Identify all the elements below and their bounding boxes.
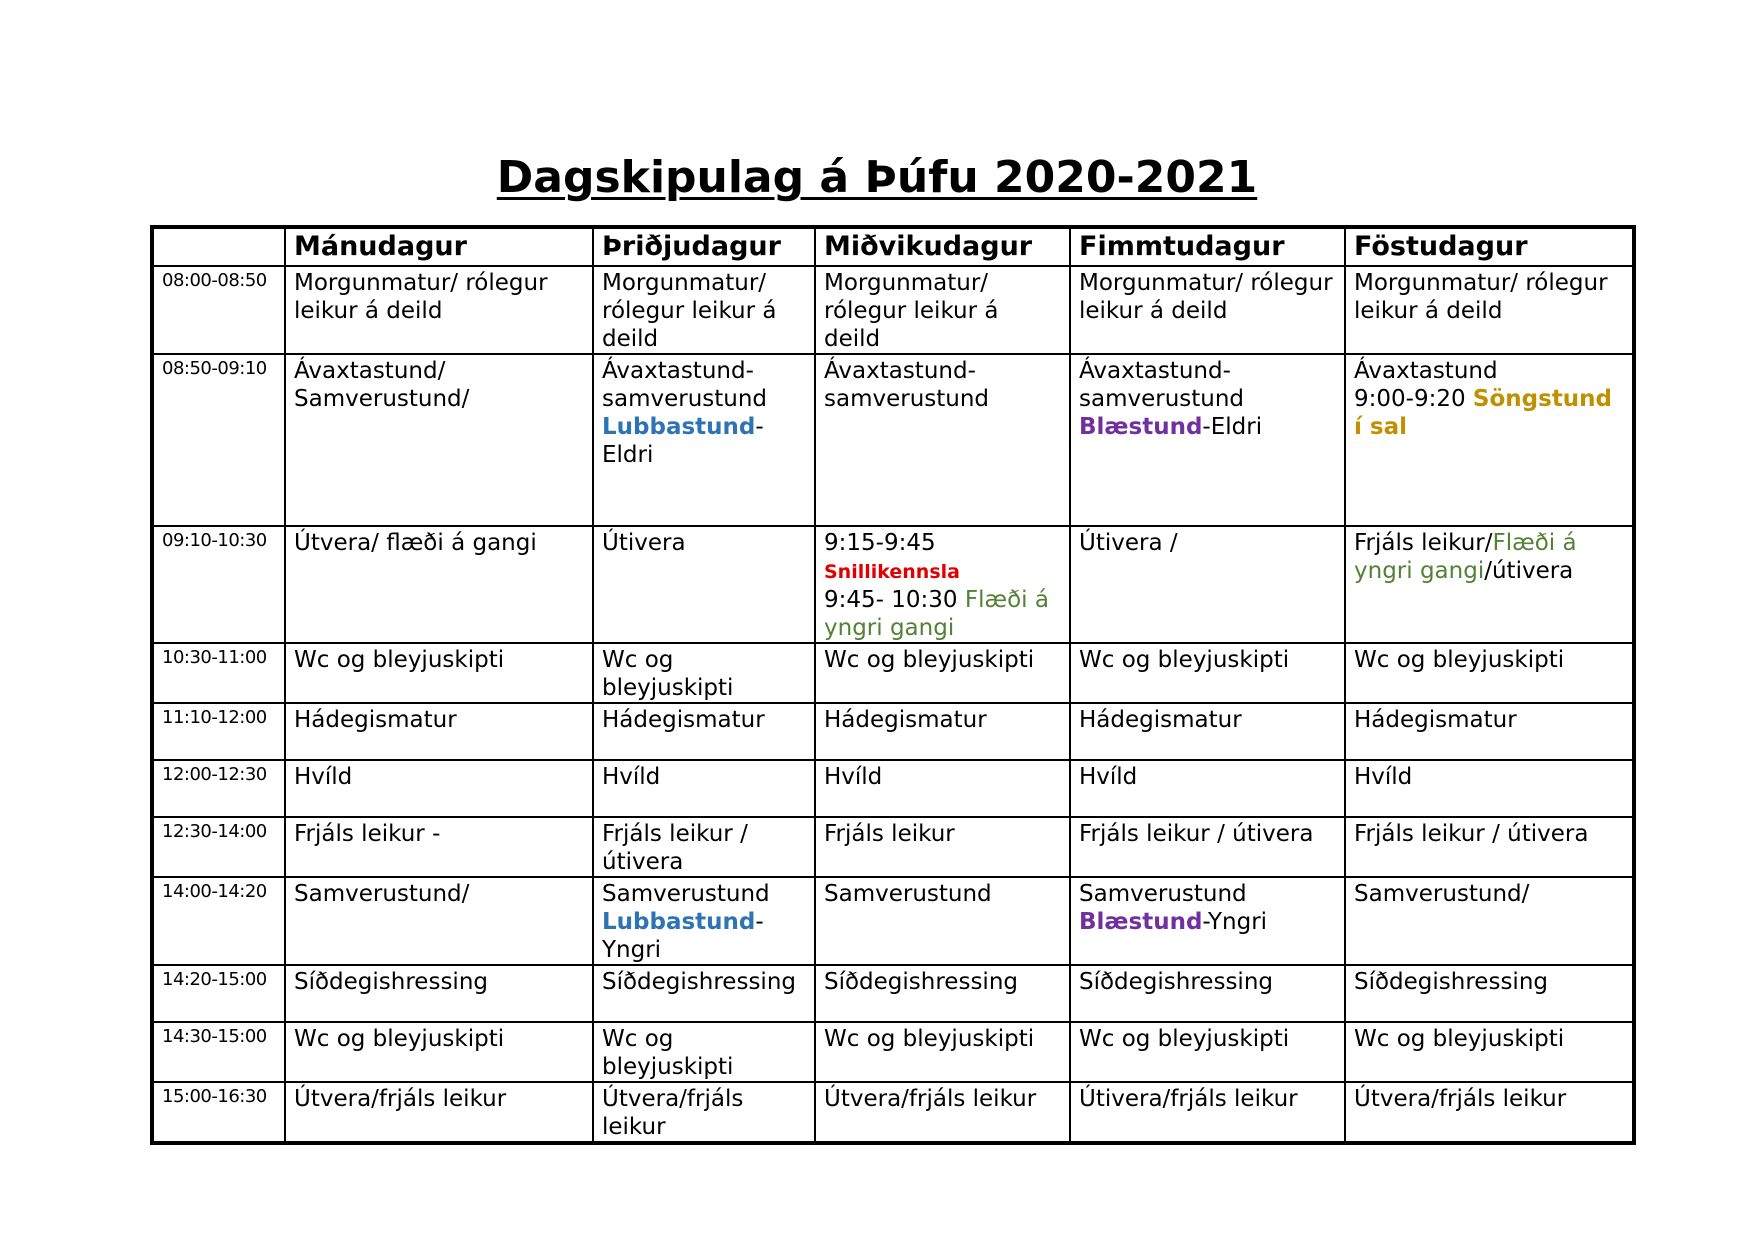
activity-text: Hádegismatur <box>1354 707 1517 733</box>
activity-text: Hádegismatur <box>294 707 457 733</box>
activity-text: /útivera <box>1484 558 1574 584</box>
activity-cell-tuesday <box>593 760 815 817</box>
activity-text: Samverustund <box>824 881 992 907</box>
activity-text: Wc og bleyjuskipti <box>602 647 734 701</box>
activity-cell-thursday <box>1070 643 1345 703</box>
activity-text: Wc og bleyjuskipti <box>1354 647 1565 673</box>
time-header <box>152 227 285 266</box>
schedule-row <box>152 526 1634 643</box>
activity-cell-wednesday <box>815 643 1070 703</box>
activity-text: Síðdegishressing <box>1079 969 1273 995</box>
activity-cell-friday <box>1345 354 1634 526</box>
activity-text: Útvera/frjáls leikur <box>1354 1086 1567 1112</box>
activity-text: Morgunmatur/ rólegur leikur á deild <box>602 270 777 352</box>
activity-text: Frjáls leikur <box>824 821 955 847</box>
activity-text: Wc og bleyjuskipti <box>294 647 505 673</box>
activity-cell-thursday <box>1070 354 1345 526</box>
day-header-tuesday: Þriðjudagur <box>593 227 815 266</box>
activity-text: Útivera <box>602 530 686 556</box>
activity-cell-thursday <box>1070 1082 1345 1143</box>
activity-text: Samverustund <box>602 881 770 907</box>
activity-text: Hvíld <box>1079 764 1138 790</box>
activity-cell-friday <box>1345 877 1634 965</box>
activity-cell-wednesday <box>815 965 1070 1022</box>
activity-text: Hvíld <box>824 764 883 790</box>
time-slot: 08:00-08:50 <box>152 266 285 354</box>
activity-text: Morgunmatur/ rólegur leikur á deild <box>824 270 999 352</box>
activity-text: -Yngri <box>602 909 764 963</box>
activity-text: Wc og bleyjuskipti <box>1354 1026 1565 1052</box>
activity-text: Morgunmatur/ rólegur leikur á deild <box>1079 270 1333 324</box>
page-title <box>0 150 1754 206</box>
activity-cell-tuesday <box>593 1022 815 1082</box>
activity-cell-friday <box>1345 1082 1634 1143</box>
time-slot: 14:00-14:20 <box>152 877 285 965</box>
activity-cell-monday <box>285 1022 593 1082</box>
activity-cell-tuesday <box>593 266 815 354</box>
activity-cell-monday <box>285 266 593 354</box>
activity-highlight: Lubbastund <box>602 909 756 935</box>
activity-highlight: Flæði á yngri gangi <box>1354 530 1577 584</box>
activity-cell-monday <box>285 1082 593 1143</box>
activity-cell-wednesday <box>815 1022 1070 1082</box>
title-text: Dagskipulag á Þúfu 2020-2021 <box>496 152 1258 203</box>
activity-text: Wc og bleyjuskipti <box>1079 1026 1290 1052</box>
time-slot: 12:30-14:00 <box>152 817 285 877</box>
activity-cell-friday <box>1345 266 1634 354</box>
activity-text: Wc og bleyjuskipti <box>1079 647 1290 673</box>
activity-text: -Eldri <box>1202 414 1263 440</box>
activity-cell-tuesday <box>593 354 815 526</box>
activity-cell-wednesday <box>815 1082 1070 1143</box>
schedule-body <box>152 266 1634 1143</box>
activity-text: Hvíld <box>1354 764 1413 790</box>
activity-cell-monday <box>285 354 593 526</box>
activity-text: Frjáls leikur - <box>294 821 441 847</box>
activity-highlight: Blæstund <box>1079 414 1203 440</box>
activity-text: Morgunmatur/ rólegur leikur á deild <box>1354 270 1608 324</box>
activity-cell-wednesday <box>815 817 1070 877</box>
activity-cell-tuesday <box>593 703 815 760</box>
schedule-row <box>152 703 1634 760</box>
schedule-row <box>152 1082 1634 1143</box>
activity-cell-thursday <box>1070 266 1345 354</box>
activity-text: Wc og bleyjuskipti <box>294 1026 505 1052</box>
activity-text: 9:00-9:20 <box>1354 386 1473 412</box>
activity-cell-friday <box>1345 703 1634 760</box>
time-slot: 09:10-10:30 <box>152 526 285 643</box>
time-slot: 12:00-12:30 <box>152 760 285 817</box>
activity-text: Síðdegishressing <box>294 969 488 995</box>
activity-cell-tuesday <box>593 877 815 965</box>
activity-cell-thursday <box>1070 817 1345 877</box>
activity-cell-monday <box>285 760 593 817</box>
activity-text: Frjáls leikur / útivera <box>602 821 748 875</box>
activity-cell-monday <box>285 965 593 1022</box>
schedule-row <box>152 760 1634 817</box>
time-slot: 14:20-15:00 <box>152 965 285 1022</box>
activity-text: Útvera/frjáls leikur <box>294 1086 507 1112</box>
activity-text: Síðdegishressing <box>1354 969 1548 995</box>
activity-highlight: Snillikennsla <box>824 561 960 583</box>
activity-cell-friday <box>1345 526 1634 643</box>
activity-cell-wednesday <box>815 266 1070 354</box>
activity-text: 9:15-9:45 <box>824 530 936 556</box>
activity-text: Hvíld <box>294 764 353 790</box>
activity-text: -Yngri <box>1202 909 1268 935</box>
activity-text: Frjáls leikur / útivera <box>1354 821 1589 847</box>
activity-text: Frjáls leikur / útivera <box>1079 821 1314 847</box>
activity-text: Frjáls leikur/ <box>1354 530 1493 556</box>
activity-text: -Eldri <box>602 414 764 468</box>
day-header-monday: Mánudagur <box>285 227 593 266</box>
activity-text: Ávaxtastund-samverustund <box>1079 358 1245 412</box>
activity-cell-tuesday <box>593 526 815 643</box>
activity-text: Ávaxtastund <box>1354 358 1498 384</box>
activity-text: Hádegismatur <box>602 707 765 733</box>
day-header-thursday: Fimmtudagur <box>1070 227 1345 266</box>
activity-cell-wednesday <box>815 877 1070 965</box>
time-slot: 15:00-16:30 <box>152 1082 285 1143</box>
activity-cell-thursday <box>1070 877 1345 965</box>
activity-text: Samverustund/ <box>1354 881 1530 907</box>
activity-cell-wednesday <box>815 760 1070 817</box>
activity-cell-tuesday <box>593 965 815 1022</box>
schedule-row <box>152 877 1634 965</box>
activity-text: Ávaxtastund/ Samverustund/ <box>294 358 470 412</box>
activity-cell-friday <box>1345 643 1634 703</box>
activity-highlight: Flæði á yngri gangi <box>824 587 1049 641</box>
schedule-row <box>152 965 1634 1022</box>
activity-text: Wc og bleyjuskipti <box>602 1026 734 1080</box>
activity-cell-wednesday <box>815 703 1070 760</box>
activity-text: Útivera/frjáls leikur <box>1079 1086 1298 1112</box>
activity-text: Wc og bleyjuskipti <box>824 647 1035 673</box>
day-header-friday: Föstudagur <box>1345 227 1634 266</box>
schedule-row <box>152 354 1634 526</box>
activity-cell-monday <box>285 817 593 877</box>
activity-cell-tuesday <box>593 1082 815 1143</box>
schedule-row <box>152 266 1634 354</box>
activity-highlight: Lubbastund <box>602 414 756 440</box>
schedule-table <box>150 225 1636 1145</box>
activity-text: Samverustund <box>1079 881 1247 907</box>
activity-cell-thursday <box>1070 1022 1345 1082</box>
time-slot: 08:50-09:10 <box>152 354 285 526</box>
activity-text: Samverustund/ <box>294 881 470 907</box>
activity-cell-friday <box>1345 965 1634 1022</box>
activity-text: Útivera / <box>1079 530 1178 556</box>
activity-cell-thursday <box>1070 760 1345 817</box>
activity-text: Síðdegishressing <box>602 969 796 995</box>
activity-cell-monday <box>285 526 593 643</box>
activity-highlight: Söngstund í sal <box>1354 386 1613 440</box>
time-slot: 14:30-15:00 <box>152 1022 285 1082</box>
activity-text: Hádegismatur <box>824 707 987 733</box>
activity-cell-tuesday <box>593 643 815 703</box>
activity-text: Útvera/frjáls leikur <box>602 1086 744 1140</box>
activity-cell-wednesday <box>815 354 1070 526</box>
activity-text: Ávaxtastund-samverustund <box>824 358 990 412</box>
activity-cell-tuesday <box>593 817 815 877</box>
activity-text: Ávaxtastund-samverustund <box>602 358 768 412</box>
activity-text: Morgunmatur/ rólegur leikur á deild <box>294 270 548 324</box>
activity-text: Hvíld <box>602 764 661 790</box>
activity-cell-monday <box>285 703 593 760</box>
activity-text: Útvera/frjáls leikur <box>824 1086 1037 1112</box>
activity-text: Útvera/ flæði á gangi <box>294 530 537 556</box>
activity-text: Hádegismatur <box>1079 707 1242 733</box>
activity-cell-thursday <box>1070 965 1345 1022</box>
activity-cell-friday <box>1345 760 1634 817</box>
activity-highlight: Blæstund <box>1079 909 1203 935</box>
day-header-wednesday: Miðvikudagur <box>815 227 1070 266</box>
activity-cell-thursday <box>1070 526 1345 643</box>
activity-cell-friday <box>1345 817 1634 877</box>
activity-text: Síðdegishressing <box>824 969 1018 995</box>
header-row <box>152 227 1634 266</box>
time-slot: 11:10-12:00 <box>152 703 285 760</box>
schedule-row <box>152 643 1634 703</box>
activity-text: 9:45- 10:30 <box>824 587 965 613</box>
schedule-row <box>152 1022 1634 1082</box>
time-slot: 10:30-11:00 <box>152 643 285 703</box>
activity-cell-monday <box>285 877 593 965</box>
activity-cell-friday <box>1345 1022 1634 1082</box>
activity-cell-wednesday <box>815 526 1070 643</box>
activity-text: Wc og bleyjuskipti <box>824 1026 1035 1052</box>
activity-cell-monday <box>285 643 593 703</box>
activity-cell-thursday <box>1070 703 1345 760</box>
schedule-row <box>152 817 1634 877</box>
